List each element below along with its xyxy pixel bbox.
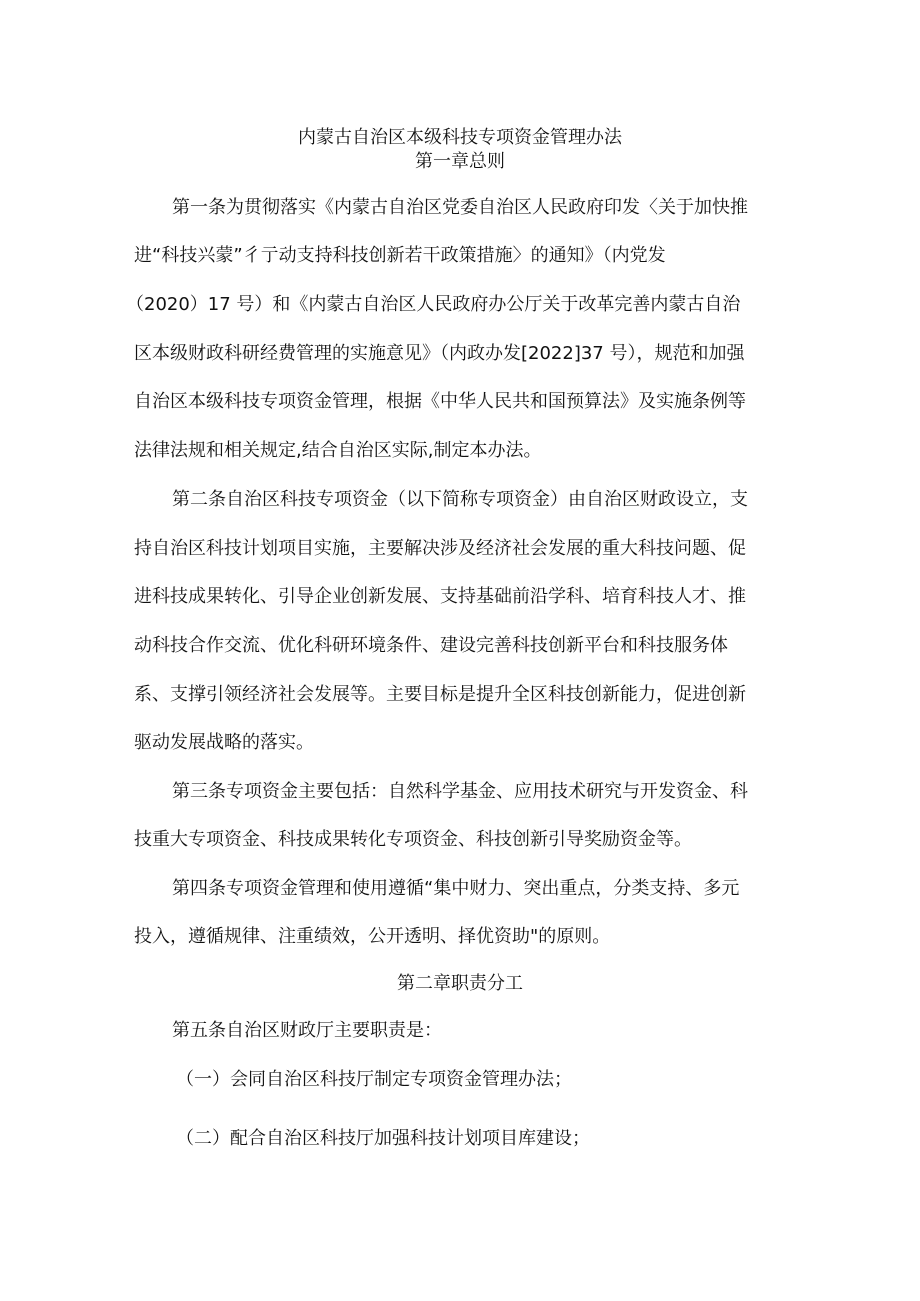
article-3-line-2: 技重大专项资金、科技成果转化专项资金、科技创新引导奖励资金等。 [134,829,692,850]
article-2-line-4: 动科技合作交流、优化科研环境条件、建设完善科技创新平台和科技服务体 [134,635,728,656]
article-2-line-2: 持自治区科技计划项目实施，主要解决涉及经济社会发展的重大科技问题、促 [134,538,746,559]
article-2-line-1: 第二条自治区科技专项资金（以下简称专项资金）由自治区财政设立，支 [172,489,748,510]
article-1-line-3: （2020）17 号）和《内蒙古自治区人民政府办公厅关于改革完善内蒙古自治 [126,294,741,315]
article-2-line-5: 系、支撑引领经济社会发展等。主要目标是提升全区科技创新能力，促进创新 [134,684,746,705]
article-4-line-2: 投入，遵循规律、注重绩效，公开透明、择优资助"的原则。 [134,926,611,947]
article-5-item-1: （一）会同自治区科技厅制定专项资金管理办法； [176,1069,572,1090]
article-1-line-2: 进“科技兴蒙”彳亍动支持科技创新若干政策措施〉的通知》（内党发 [134,245,666,266]
document-title: 内蒙古自治区本级科技专项资金管理办法 [298,127,622,148]
article-4-line-1: 第四条专项资金管理和使用遵循“集中财力、突出重点，分类支持、多元 [172,878,740,899]
article-3-line-1: 第三条专项资金主要包括：自然科学基金、应用技术研究与开发资金、科 [172,781,748,802]
article-5-intro: 第五条自治区财政厅主要职责是： [172,1020,442,1041]
article-1-line-1: 第一条为贯彻落实《内蒙古自治区党委自治区人民政府印发〈关于加快推 [172,197,748,218]
article-1-line-4: 区本级财政科研经费管理的实施意见》（内政办发[2022]37 号），规范和加强 [134,343,745,364]
chapter-2-heading: 第二章职责分工 [397,973,523,994]
article-1-line-6: 法律法规和相关规定,结合自治区实际,制定本办法。 [134,440,542,461]
article-5-item-2: （二）配合自治区科技厅加强科技计划项目库建设； [176,1128,590,1149]
article-2-line-6: 驱动发展战略的落实。 [134,732,314,753]
article-1-line-5: 自治区本级科技专项资金管理，根据《中华人民共和国预算法》及实施条例等 [134,391,746,412]
chapter-1-heading: 第一章总则 [415,151,505,172]
article-2-line-3: 进科技成果转化、引导企业创新发展、支持基础前沿学科、培育科技人才、推 [134,586,746,607]
